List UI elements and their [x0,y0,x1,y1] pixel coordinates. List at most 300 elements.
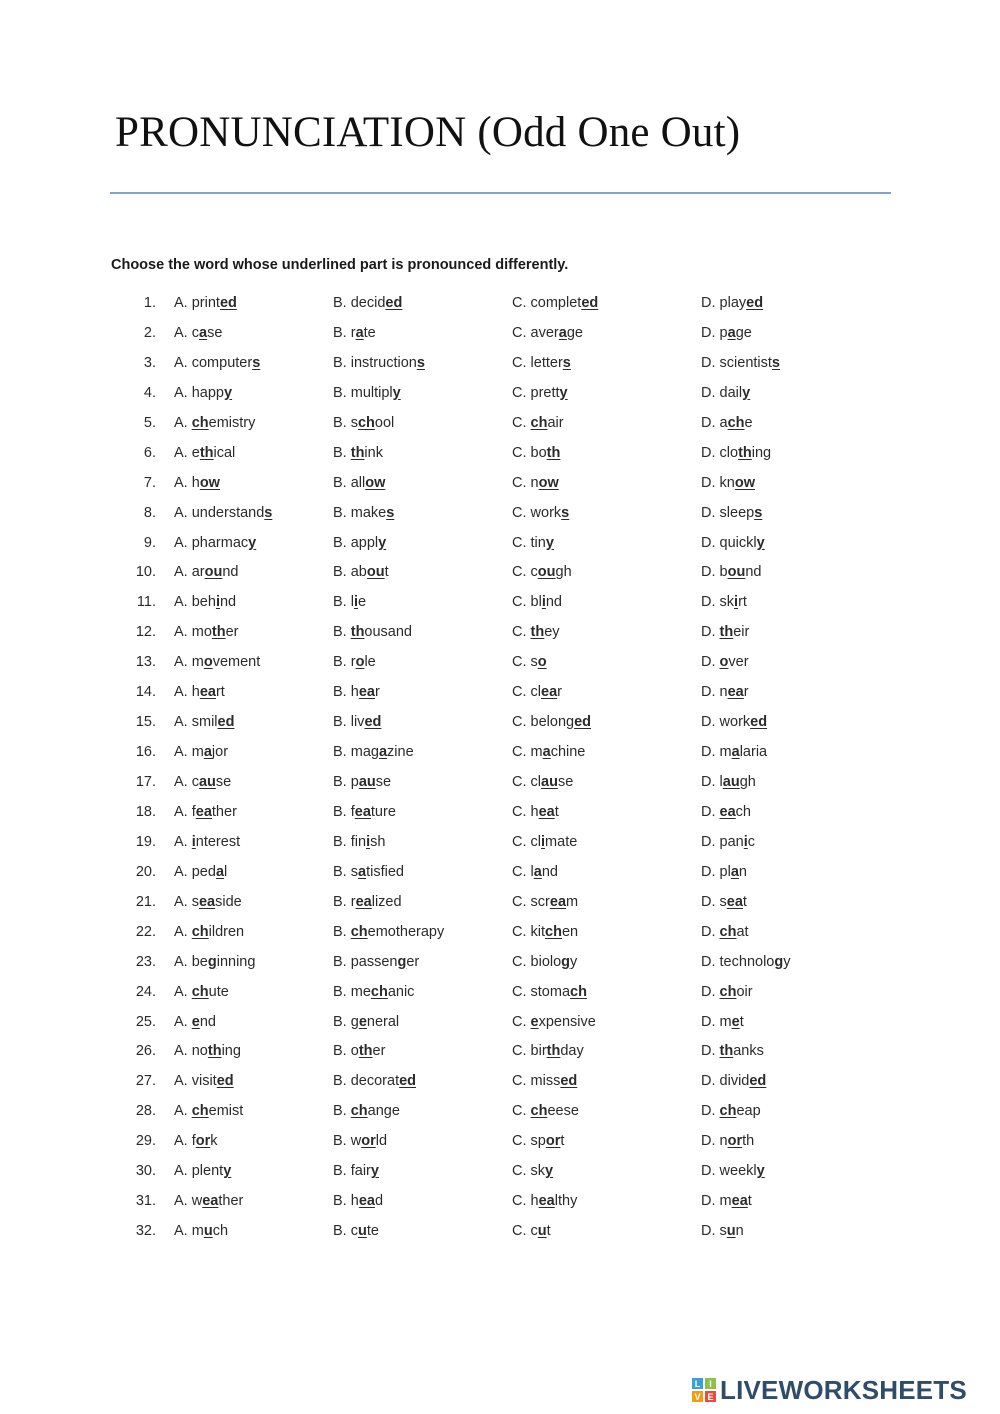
underlined-part: ou [366,564,385,581]
option-letter: C. [512,324,527,341]
option-letter: D. [701,714,716,731]
option-letter: B. [333,714,347,731]
option-letter: B. [333,1013,347,1030]
instructions: Choose the word whose underlined part is pronounced differently. [111,257,569,273]
word-part: h [530,803,539,820]
option-letter: D. [701,504,716,521]
underlined-part: o [537,654,547,671]
word-part: c [530,564,538,581]
underlined-part: a [731,744,740,761]
word-part: r [350,893,356,910]
option-d [701,924,749,940]
underlined-part: g [397,953,407,970]
underlined-part: y [756,534,765,551]
option-letter: A. [174,504,188,521]
underlined-part: ea [358,1193,375,1210]
option-letter: A. [174,983,188,1000]
option-a [174,624,238,640]
underlined-part: a [378,744,388,761]
option-b [333,1043,385,1059]
underlined-part: e [358,1013,367,1030]
underlined-part: ea [202,1193,219,1210]
option-c [512,624,560,640]
word-part: m [719,744,732,761]
question-row [0,918,1000,948]
question-number: 28. [135,1103,156,1120]
option-letter: B. [333,504,347,521]
question-row [0,1097,1000,1127]
word-part: stoma [530,983,571,1000]
underlined-part: s [771,354,780,371]
word-part: plent [191,1163,224,1180]
word-part: emotherapy [367,923,445,940]
option-letter: D. [701,1223,716,1240]
underlined-part: i [541,833,546,850]
word-part: ch [735,803,751,820]
option-c [512,864,558,880]
option-b [333,684,380,700]
option-d [701,535,765,551]
question-row [0,798,1000,828]
underlined-part: ch [530,1103,548,1120]
question-number: 30. [135,1163,156,1180]
word-part: t [739,1013,744,1030]
underlined-part: ea [354,803,371,820]
underlined-part: th [719,1043,734,1060]
word-part: prett [530,384,560,401]
question-number: 13. [135,654,156,671]
option-c [512,1014,596,1030]
word-part: m [191,654,204,671]
word-part: er [225,624,239,641]
word-part: eese [547,1103,579,1120]
word-part: quickl [719,534,757,551]
option-letter: D. [701,774,716,790]
question-number: 25. [135,1013,156,1030]
word-part: aver [530,324,559,341]
option-d [701,415,753,431]
word-part: h [530,1193,539,1210]
underlined-part: ed [574,714,591,731]
option-letter: A. [174,1043,188,1060]
question-number: 24. [135,983,156,1000]
question-row [0,409,1000,439]
word-part: lized [371,893,402,910]
option-a [174,535,256,551]
underlined-part: ea [538,1193,555,1210]
word-part: r [350,324,356,341]
option-letter: D. [701,1013,716,1030]
option-d [701,1073,766,1089]
underlined-part: ea [195,803,212,820]
option-c [512,894,578,910]
option-letter: C. [512,474,527,491]
word-part: bo [530,444,547,461]
logo-letter: V [694,1392,701,1402]
word-part: mo [191,624,212,641]
word-part: nd [545,594,562,611]
word-part: n [738,863,747,880]
option-d [701,594,747,610]
option-letter: D. [701,1133,716,1150]
word-part: s [719,1223,727,1240]
option-letter: C. [512,384,527,401]
word-part: jor [211,744,229,761]
word-part: ink [364,444,383,461]
word-part: ool [374,414,395,431]
word-part: en [561,923,579,940]
word-part: s [191,893,199,910]
option-d [701,475,755,491]
word-part: l [719,774,723,790]
underlined-part: o [355,654,365,671]
option-b [333,385,401,401]
option-a [174,1014,216,1030]
option-letter: C. [512,684,527,701]
option-a [174,475,220,491]
option-a [174,684,225,700]
underlined-part: a [542,744,551,761]
option-letter: C. [512,1133,527,1150]
word-part: n [719,684,728,701]
option-letter: A. [174,384,188,401]
word-part: e [358,594,367,611]
question-row [0,708,1000,738]
option-letter: A. [174,863,188,880]
option-c [512,954,577,970]
option-letter: B. [333,295,347,311]
option-c [512,355,571,371]
underlined-part: u [537,1223,547,1240]
word-part: m [191,1223,204,1240]
option-a [174,984,229,1000]
option-d [701,355,780,371]
underlined-part: a [203,744,212,761]
option-letter: A. [174,714,188,731]
underlined-part: or [727,1133,743,1150]
question-number: 4. [143,384,156,401]
option-letter: C. [512,295,527,311]
word-part: liv [350,714,365,731]
underlined-part: ea [541,684,558,701]
underlined-part: ch [570,983,587,1000]
word-part: appl [350,534,379,551]
word-part: te [366,1223,379,1240]
underlined-part: th [211,624,226,641]
word-part: pharmac [191,534,249,551]
question-number: 7. [143,474,156,491]
word-part: m [566,893,579,910]
underlined-part: au [198,774,216,790]
underlined-part: or [195,1133,211,1150]
underlined-part: u [726,1223,736,1240]
word-part: gh [739,774,756,790]
word-part: p [719,324,728,341]
question-row [0,978,1000,1008]
option-letter: D. [701,414,716,431]
question-number: 20. [135,863,156,880]
option-b [333,1163,379,1179]
word-part: a [719,414,728,431]
word-part: cl [530,774,542,790]
option-c [512,505,569,521]
underlined-part: ed [746,295,764,311]
liveworksheets-logo-text: LIVEWORKSHEETS [720,1374,967,1405]
option-b [333,355,425,371]
word-part: s [350,414,358,431]
word-part: t [742,893,747,910]
option-letter: B. [333,1043,347,1060]
word-part: anic [387,983,415,1000]
underlined-part: s [754,504,763,521]
underlined-part: e [731,1013,740,1030]
question-number: 10. [135,564,156,581]
option-b [333,804,396,820]
question-number: 32. [135,1223,156,1240]
word-part: m [719,1193,732,1210]
option-letter: B. [333,1163,347,1180]
underlined-part: ed [560,1073,578,1090]
option-c [512,1073,577,1089]
option-letter: B. [333,414,347,431]
underlined-part: au [541,774,558,790]
word-part: c [191,324,199,341]
option-b [333,954,419,970]
word-part: p [350,774,359,790]
underlined-part: a [215,863,225,880]
word-part: divid [719,1073,750,1090]
word-part: eap [736,1103,761,1120]
option-letter: C. [512,654,527,671]
option-letter: D. [701,833,716,850]
option-letter: A. [174,594,188,611]
word-part: complet [530,295,582,311]
word-part: m [530,744,543,761]
option-d [701,1103,761,1119]
option-letter: B. [333,863,347,880]
option-letter: B. [333,324,347,341]
word-part: scr [530,893,550,910]
option-d [701,624,749,640]
option-letter: D. [701,684,716,701]
word-part: neral [366,1013,400,1030]
underlined-part: th [358,1043,373,1060]
word-part: tin [530,534,546,551]
word-part: day [560,1043,584,1060]
option-letter: C. [512,833,527,850]
option-letter: D. [701,624,716,641]
option-b [333,894,402,910]
underlined-part: ea [719,803,736,820]
word-part: beh [191,594,216,611]
option-letter: D. [701,1043,716,1060]
option-a [174,445,235,461]
question-number: 14. [135,684,156,701]
underlined-part: i [743,833,748,850]
option-b [333,1103,400,1119]
option-d [701,744,767,760]
option-b [333,774,391,790]
question-row [0,888,1000,918]
option-b [333,1223,379,1239]
word-part: d [374,1193,384,1210]
option-letter: A. [174,324,188,341]
question-row [0,618,1000,648]
word-part: e [191,444,200,461]
option-c [512,714,591,730]
option-letter: D. [701,803,716,820]
option-c [512,564,572,580]
word-part: ange [367,1103,400,1120]
underlined-part: or [361,1133,376,1150]
option-d [701,445,771,461]
option-letter: D. [701,564,716,581]
option-a [174,355,260,371]
option-d [701,894,747,910]
option-c [512,984,587,1000]
question-number: 1. [143,295,156,311]
word-part: sk [719,594,735,611]
question-row [0,1127,1000,1157]
option-letter: B. [333,983,347,1000]
option-letter: A. [174,534,188,551]
option-d [701,714,767,730]
option-letter: A. [174,354,188,371]
underlined-part: ch [357,414,375,431]
question-number: 29. [135,1133,156,1150]
option-letter: A. [174,1073,188,1090]
word-part: xpensive [538,1013,596,1030]
word-part: m [191,744,204,761]
question-row [0,499,1000,529]
option-c [512,1223,551,1239]
option-letter: C. [512,983,527,1000]
question-number: 18. [135,803,156,820]
option-d [701,954,790,970]
option-b [333,1193,383,1209]
word-part: h [191,684,200,701]
word-part: ver [728,654,749,671]
underlined-part: y [742,384,751,401]
underlined-part: ch [545,923,562,940]
word-part: ing [751,444,772,461]
option-a [174,654,260,670]
option-b [333,1014,399,1030]
underlined-part: ea [731,1193,748,1210]
underlined-part: a [730,863,739,880]
option-d [701,385,750,401]
word-part: gh [555,564,572,581]
word-part: l [350,594,354,611]
word-part: ute [208,983,229,1000]
option-letter: C. [512,1013,527,1030]
underlined-part: g [207,953,217,970]
option-c [512,804,559,820]
question-number: 15. [135,714,156,731]
underlined-part: th [738,444,752,461]
word-part: ar [191,564,205,581]
option-d [701,774,756,790]
question-number: 8. [143,504,156,521]
word-part: make [350,504,387,521]
underlined-part: s [264,504,273,521]
question-row [0,379,1000,409]
option-letter: A. [174,1013,188,1030]
option-d [701,654,749,670]
option-b [333,325,376,341]
underlined-part: y [545,1163,554,1180]
option-c [512,1103,579,1119]
word-part: cl [530,833,542,850]
word-part: air [547,414,564,431]
question-number: 22. [135,923,156,940]
option-c [512,774,573,790]
word-part: oir [736,983,753,1000]
underlined-part: ch [719,1103,737,1120]
option-letter: A. [174,953,188,970]
underlined-part: ow [365,474,386,491]
option-letter: C. [512,1223,527,1240]
option-a [174,774,231,790]
option-a [174,714,234,730]
underlined-part: ch [719,923,737,940]
underlined-part: ea [198,893,216,910]
underlined-part: s [562,354,571,371]
option-letter: A. [174,414,188,431]
word-part: h [191,474,200,491]
question-number: 21. [135,893,156,910]
option-b [333,475,385,491]
option-letter: C. [512,504,527,521]
option-c [512,834,577,850]
option-d [701,295,763,311]
word-part: l [530,863,534,880]
word-part: t [554,803,559,820]
word-part: er [406,953,420,970]
underlined-part: g [774,953,784,970]
question-list [0,289,1000,1247]
underlined-part: e [191,1013,200,1030]
word-part: miss [530,1073,561,1090]
option-letter: B. [333,354,347,371]
option-b [333,505,394,521]
underlined-part: y [545,534,554,551]
option-letter: C. [512,1043,527,1060]
word-part: s [530,654,538,671]
word-part: r [557,684,562,701]
word-part: er [372,1043,386,1060]
option-d [701,325,752,341]
underlined-part: th [546,444,561,461]
underlined-part: i [353,594,358,611]
word-part: nd [199,1013,216,1030]
word-part: no [191,1043,208,1060]
underlined-part: ed [749,1073,767,1090]
option-b [333,295,402,311]
underlined-part: y [756,1163,765,1180]
option-letter: A. [174,654,188,671]
option-a [174,415,255,431]
underlined-part: ea [355,893,372,910]
option-d [701,505,762,521]
word-part: ge [566,324,583,341]
option-letter: C. [512,1103,527,1120]
word-part: y [783,953,791,970]
question-row [0,558,1000,588]
option-letter: D. [701,474,716,491]
option-letter: D. [701,594,716,611]
option-a [174,864,227,880]
